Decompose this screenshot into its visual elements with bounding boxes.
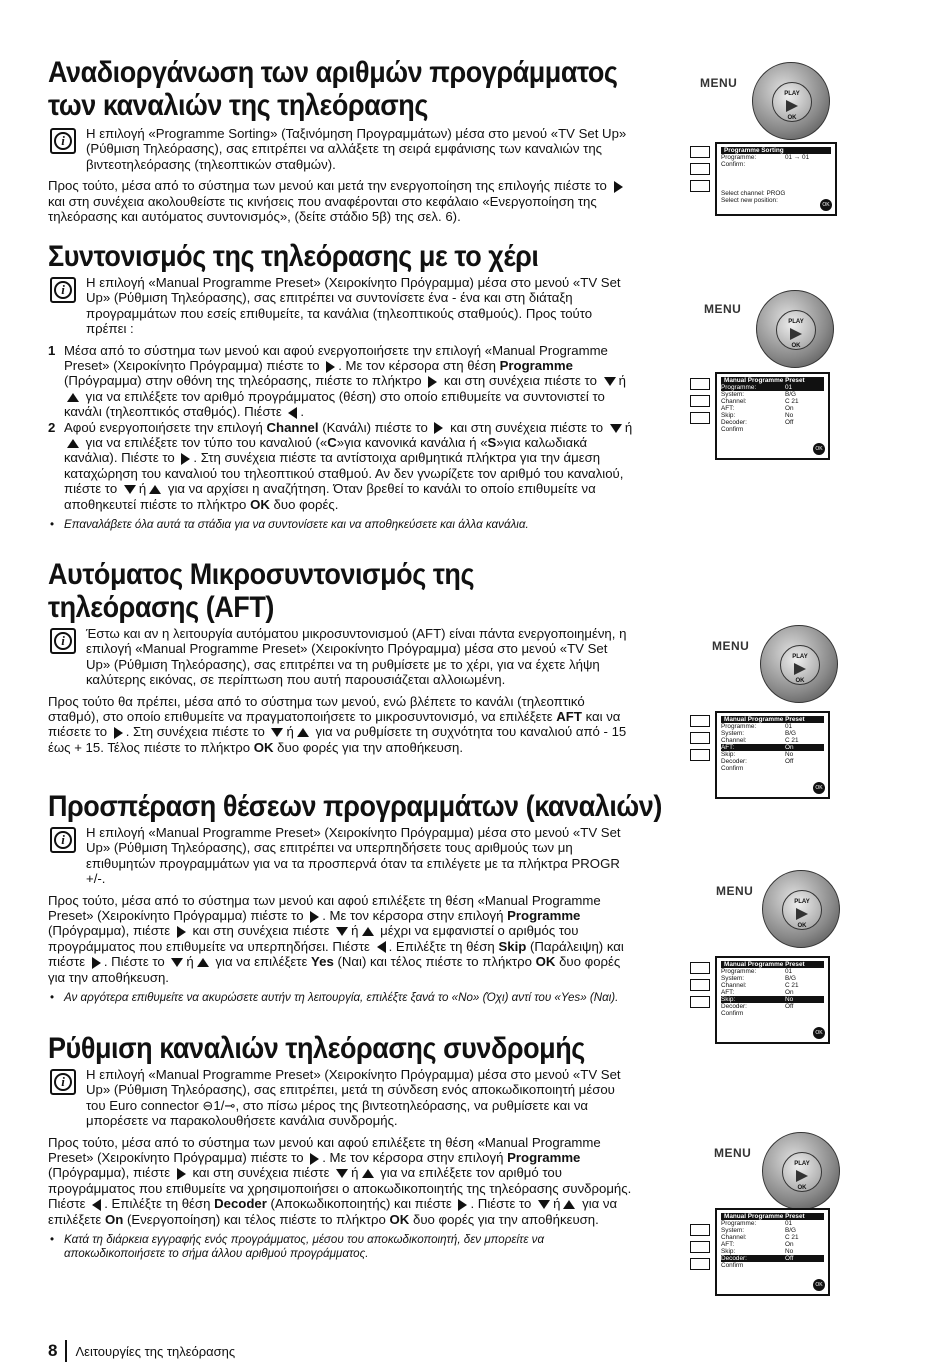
- arrow-right-icon: [434, 422, 443, 434]
- arrow-up-icon: [563, 1200, 575, 1209]
- figure-preset-1: [690, 290, 840, 460]
- info-paragraph: i Η επιλογή «Manual Programme Preset» (Χειροκίνητο Πρόγραμμα) μέσα στο μενού «TV Set Up» (Ρύθμιση Τηλεόρασης), σας επιτρέπει να συντονίσετε ένα - ένα και στη διάταξη προγραμμάτων που εσείς επιθυμείτε, τα κανάλια (τηλεοπτικούς σταθμούς). Προς τούτο πρέπει :: [48, 275, 633, 337]
- step-1: 1 Μέσα από το σύστημα των μενού και αφού ενεργοποιήσετε την επιλογή «Manual Programme Preset» (Χειροκίνητο Πρόγραμμα) πιέστε το . Με τον κέρσορα στη θέση Programme (Πρόγραμμα) στην οθόνη της τηλεόρασης, πιέστε το πλήκτρο και στη συνέχεια πιέστε το ή για να επιλέξετε τον αριθμό προγράμματος (θέση) στο οποίο επιθυμείτε να συντονιστεί το κανάλι (τηλεοπτικός σταθμός). Πιέστε .: [48, 342, 626, 420]
- arrow-right-icon: [310, 1153, 319, 1165]
- remote-dpad: PLAY OK: [756, 290, 834, 368]
- ok-icon: OK: [813, 1279, 825, 1291]
- info-paragraph: i Η επιλογή «Manual Programme Preset» (Χειροκίνητο Πρόγραμμα) μέσα στο μενού «TV Set Up» (Ρύθμιση Τηλεόρασης), σας επιτρέπει, μετά τη σύνδεση ενός αποκωδικοποιητή μέσου του Euro connector ⊖1/⊸, στο πίσω μέρος της βιντεοτηλεόρασης, να ρυθμίσετε και να μπορέσετε να παρακολουθήσετε κανάλια συνδρομής.: [48, 1067, 633, 1129]
- arrow-left-icon: [377, 941, 386, 953]
- menu-side-icons: [690, 715, 712, 766]
- body-paragraph: Προς τούτο, μέσα από το σύστημα των μενού και αφού επιλέξετε τη θέση «Manual Programme Preset» (Χειροκίνητο Πρόγραμμα) πιέστε το . Με τον κέρσορα στην επιλογή Programme (Πρόγραμμα), πιέστε και στη συνέχεια πιέστε ή μέχρι να εμφανιστεί ο αριθμός του προγράμματος που επιθυμείτε να υπερπηδήσει. Πιέστε . Επιλέξτε τη θέση Skip (Παράλειψη) και πιέστε . Πιέστε το ή για να επιλέξετε Yes (Ναι) και τέλος πιέστε το πλήκτρο OK δυο φορές για την αποθήκευση.: [48, 892, 624, 985]
- menu-label: MENU: [712, 639, 750, 653]
- figure-preset-4: [690, 1132, 840, 1302]
- body-paragraph: Προς τούτο, μέσα από το σύστημα των μενού και μετά την ενεργοποίηση της επιλογής πιέστε το και στη συνέχεια ακολουθείστε τις κινήσεις που αναφέρονται στο κεφάλαιο «Ενεργοποίηση της τηλεόρασης και αυτόματος συντονισμός», (δείτε στάδιο 5β) της σελ. 6).: [48, 178, 633, 224]
- arrow-down-icon: [610, 424, 622, 433]
- arrow-right-icon: [614, 181, 623, 193]
- arrow-right-icon: [326, 361, 335, 373]
- info-icon: i: [50, 128, 76, 154]
- menu-side-icons: [690, 1224, 712, 1275]
- section-subscription: [48, 1032, 633, 1261]
- note: • Αν αργότερα επιθυμείτε να ακυρώσετε αυτήν τη λειτουργία, επιλέξτε ξανά το «No» (Όχι) αντί του «Yes» (Ναι).: [48, 991, 633, 1005]
- arrow-up-icon: [67, 439, 79, 448]
- tv-screen: Manual Programme Preset Programme: 01 System: B/G Channel: C 21 AFT: On Skip: No Decoder: Off Confirm OK: [715, 956, 830, 1044]
- section-title: Αυτόματος Μικροσυντονισμός της τηλεόρασης (AFT): [48, 558, 475, 624]
- arrow-left-icon: [288, 407, 297, 419]
- ok-icon: OK: [820, 199, 832, 211]
- footer-text: Λειτουργίες της τηλεόρασης: [75, 1343, 236, 1359]
- page-number: 8: [48, 1340, 67, 1362]
- info-icon: i: [50, 827, 76, 853]
- arrow-left-icon: [92, 1199, 101, 1211]
- section-aft: [48, 558, 633, 755]
- menu-side-icons: [690, 146, 712, 197]
- arrow-down-icon: [271, 728, 283, 737]
- section-skip: [48, 790, 662, 1005]
- info-paragraph: i Η επιλογή «Manual Programme Preset» (Χειροκίνητο Πρόγραμμα) μέσα στο μενού «TV Set Up» (Ρύθμιση Τηλεόρασης), σας επιτρέπει να υπερπηδήσετε τους αριθμούς των μη επιθυμητών προγραμμάτων για να τα προσπερνά όταν τα επιλέγετε με τα πλήκτρα PROGR +/-.: [48, 825, 633, 887]
- arrow-down-icon: [171, 958, 183, 967]
- remote-dpad: PLAY OK: [760, 625, 838, 703]
- body-paragraph: Προς τούτο θα πρέπει, μέσα από το σύστημα των μενού, ενώ βλέπετε το κανάλι (τηλεοπτικό σταθμό), στο οποίο επιθυμείτε να πραγματοποιήσετε το μικροσυντονισμό, να επιλέξετε AFT και να πιέσετε το . Στη συνέχεια πιέστε το ή για να ρυθμίσετε τη συχνότητα του καναλιού από - 15 έως + 15. Τέλος πιέστε το πλήκτρο OK δυο φορές για την αποθήκευση.: [48, 693, 627, 755]
- note: • Επαναλάβετε όλα αυτά τα στάδια για να συντονίσετε και να αποθηκεύσετε και άλλα κανάλια.: [48, 518, 633, 532]
- arrow-up-icon: [362, 927, 374, 936]
- tv-screen: Manual Programme Preset Programme: 01 System: B/G Channel: C 21 AFT: On Skip: No Decoder: Off Confirm OK: [715, 1208, 830, 1296]
- menu-label: MENU: [716, 884, 754, 898]
- arrow-up-icon: [297, 728, 309, 737]
- tv-screen: Programme Sorting Programme: 01 → 01 Confirm: Select channel: PROG Select new position: OK: [715, 142, 837, 216]
- figure-sorting: [690, 62, 840, 232]
- arrow-right-icon: [92, 957, 101, 969]
- info-icon: i: [50, 1069, 76, 1095]
- arrow-up-icon: [67, 393, 79, 402]
- remote-dpad: PLAY OK: [762, 1132, 840, 1210]
- section-title: Συντονισμός της τηλεόρασης με το χέρι: [48, 240, 539, 273]
- info-paragraph: i Έστω και αν η λειτουργία αυτόματου μικροσυντονισμού (AFT) είναι πάντα ενεργοποιημένη, η επιλογή «Manual Programme Preset» (Χειροκίνητο Πρόγραμμα) μέσα στο μενού «TV Set Up» (Ρύθμιση Τηλεόρασης), σας επιτρέπει να τη ρυθμίσετε με το χέρι, για να έχετε λήψη καλύτερης εικόνας, σε περίπτωση που αυτή παρουσιάζεται αλλοιωμένη.: [48, 626, 633, 688]
- arrow-up-icon: [362, 1169, 374, 1178]
- section-manual-tuning: [48, 240, 633, 532]
- arrow-down-icon: [538, 1200, 550, 1209]
- tv-screen: Manual Programme Preset Programme: 01 System: B/G Channel: C 21 AFT: On Skip: No Decoder: Off Confirm OK: [715, 372, 830, 460]
- arrow-right-icon: [428, 376, 437, 388]
- arrow-up-icon: [149, 485, 161, 494]
- menu-side-icons: [690, 378, 712, 429]
- arrow-right-icon: [181, 453, 190, 465]
- info-paragraph: i Η επιλογή «Programme Sorting» (Ταξινόμηση Προγραμμάτων) μέσα στο μενού «TV Set Up» (Ρύθμιση Τηλεόρασης), σας επιτρέπει να αλλάξετε τη σειρά εμφάνισης των καναλιών της βιντεοτηλεόρασης (τηλεοπτικών σταθμών).: [48, 126, 633, 172]
- euro-connector-symbol: ⊖1/⊸: [202, 1097, 236, 1113]
- arrow-right-icon: [114, 727, 123, 739]
- section-programme-sorting: [48, 56, 633, 224]
- arrow-right-icon: [177, 1168, 186, 1180]
- remote-dpad: PLAY OK: [762, 870, 840, 948]
- ok-icon: OK: [813, 443, 825, 455]
- remote-dpad: PLAY OK: [752, 62, 830, 140]
- section-title: Αναδιοργάνωση των αριθμών προγράμματος των καναλιών της τηλεόρασης: [48, 56, 618, 122]
- menu-side-icons: [690, 962, 712, 1013]
- info-icon: i: [50, 628, 76, 654]
- figure-preset-3: [690, 870, 840, 1040]
- tv-screen: Manual Programme Preset Programme: 01 System: B/G Channel: C 21 AFT: On Skip: No Decoder: Off Confirm OK: [715, 711, 830, 799]
- arrow-down-icon: [336, 1169, 348, 1178]
- step-2: 2 Αφού ενεργοποιήσετε την επιλογή Channel (Κανάλι) πιέστε το και στη συνέχεια πιέστε το ή για να επιλέξετε τον τύπο του καναλιού («C»για κανονικά κανάλια ή «S»για καλωδιακά κανάλια). Πιέστε το . Στη συνέχεια πιέστε τα αντίστοιχα αριθμητικά πλήκτρα για την άμεση καταχώρηση του καναλιού του τηλεοπτικού σταθμού. Αν δεν γνωρίζετε τον αριθμό του καναλιού, πιέστε το ή για να αρχίσει η αναζήτηση. Όταν βρεθεί το κανάλι το οποίο επιθυμείτε να αποθηκευτεί πιέστε το πλήκτρο OK δυο φορές.: [48, 419, 633, 512]
- note: • Κατά τη διάρκεια εγγραφής ενός προγράμματος, μέσου του αποκωδικοποιητή, δεν μπορείτε να αποκωδικοποιήσετε το σήμα άλλου αριθμού προγράμματος.: [48, 1233, 633, 1261]
- menu-label: MENU: [704, 302, 742, 316]
- arrow-down-icon: [124, 485, 136, 494]
- ok-icon: OK: [813, 1027, 825, 1039]
- menu-label: MENU: [700, 76, 738, 90]
- section-title: Προσπέραση θέσεων προγραμμάτων (καναλιών): [48, 790, 662, 823]
- arrow-right-icon: [310, 911, 319, 923]
- arrow-right-icon: [458, 1199, 467, 1211]
- ok-icon: OK: [813, 782, 825, 794]
- arrow-down-icon: [336, 927, 348, 936]
- menu-label: MENU: [714, 1146, 752, 1160]
- arrow-right-icon: [177, 926, 186, 938]
- page-footer: [48, 1340, 235, 1362]
- info-icon: i: [50, 277, 76, 303]
- arrow-up-icon: [197, 958, 209, 967]
- section-title: Ρύθμιση καναλιών τηλεόρασης συνδρομής: [48, 1032, 585, 1065]
- body-paragraph: Προς τούτο, μέσα από το σύστημα των μενού και αφού επιλέξετε τη θέση «Manual Programme Preset» (Χειροκίνητο Πρόγραμμα) πιέστε το . Με τον κέρσορα στην επιλογή Programme (Πρόγραμμα), πιέστε και στη συνέχεια πιέστε ή για να επιλέξετε τον αριθμό του προγράμματος που επιθυμείτε να χρησιμοποιήσει ο αποκωδικοποιητής της τηλεόρασης συνδρομής. Πιέστε . Επιλέξτε τη θέση Decoder (Αποκωδικοποιητής) και πιέστε . Πιέστε το ή για να επιλέξετε On (Ενεργοποίηση) και τέλος πιέστε το πλήκτρο OK δυο φορές για την αποθήκευση.: [48, 1134, 632, 1227]
- figure-preset-2: [690, 625, 840, 800]
- arrow-down-icon: [604, 377, 616, 386]
